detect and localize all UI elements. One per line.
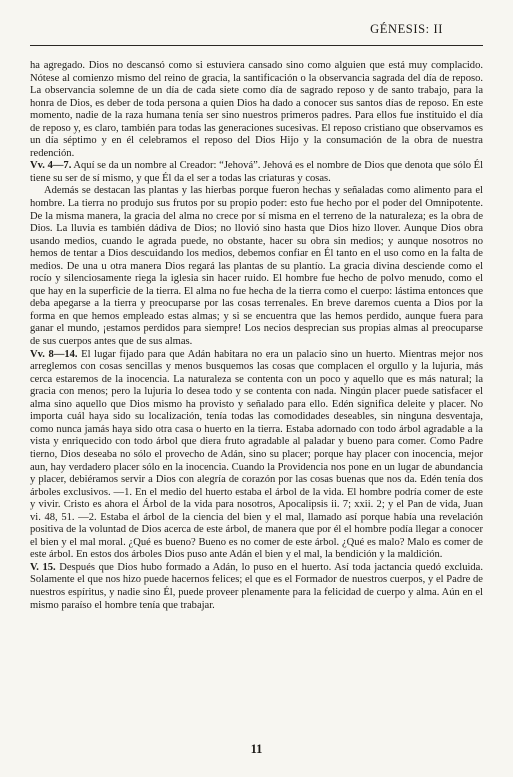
verse-heading: V. 15. xyxy=(30,561,56,573)
page-number: 11 xyxy=(250,742,263,756)
body-text xyxy=(30,60,483,612)
verse-heading: Vv. 4—7. xyxy=(30,160,72,172)
paragraph-1: ha agregado. Dios no descansó como si estuviera cansado sino como alguien que está muy complacido. Nótese al comienzo mismo del reino de gracia, la santificación o la observancia sagrada del día de reposo. La observancia solemne de un día de cada siete como día de sagrado reposo y de santo trabajo, para la honra de Dios, es deber de toda persona a quien Dios ha dado a conocer sus santos días de reposo. En este momento, nadie de la raza humana tenía ser sino nuestros primeros padres. Para ellos fue instituido el día de reposo y, es claro, también para todas las generaciones sucesivas. El reposo cristiano que observamos es un día séptimo y en él celebramos el reposo del Dios Hijo y la consumación de la obra de nuestra redención. xyxy=(30,60,483,159)
header-rule xyxy=(30,45,483,46)
paragraph-3: Además se destacan las plantas y las hierbas porque fueron hechas y señaladas como alimento para el hombre. La tierra no produjo sus frutos por su propio poder: esto fue hecho por el poder del Omnipotente. De la misma manera, la gracia del alma no crece por sí misma en el terreno de la naturaleza; es la obra de Dios. La lluvia es también dádiva de Dios; no llovió sino hasta que Dios hizo llover. Aunque Dios obra usando medios, cuando le agrada puede, no obstante, hacer su obra sin medios; y aunque nosotros no hemos de tentar a Dios descuidando los medios, debemos confiar en Él tanto en el uso como en la falta de medios. De una u otra manera Dios regará las plantas de su plantío. La gracia divina desciende como el rocío y silenciosamente riega la iglesia sin hacer ruido. El hombre fue hecho de polvo menudo, como el que hay en la superficie de la tierra. El alma no fue hecha de la tierra como el cuerpo: lástima entonces que deba apegarse a la tierra y preocuparse por las cosas terrenales. En breve daremos cuenta a Dios por la forma en que hemos empleado estas almas; y si se encuentra que las hemos perdido, aunque fuera para ganar el mundo, ¡estamos perdidos para siempre! Los necios desprecian sus propias almas al preocuparse de sus cuerpos antes que de sus almas. xyxy=(30,185,483,348)
paragraph-2: Vv. 4—7. Aquí se da un nombre al Creador: “Jehová”. Jehová es el nombre de Dios que denota que sólo Él tiene su ser de sí mismo, y que Él da el ser a todas las criaturas y cosas. xyxy=(30,160,484,184)
running-header: GÉNESIS: II xyxy=(370,22,443,36)
paragraph-5: V. 15. Después que Dios hubo formado a Adán, lo puso en el huerto. Así toda jactancia quedó excluida. Solamente el que nos hizo puede hacernos felices; el que es el Formador de nuestros cuerpos, y el Padre de nuestros espíritus, y nadie sino Él, puede proveer plenamente para la felicidad de cuerpo y alma. Aún en el mismo paraíso el hombre tenía que trabajar. xyxy=(30,561,483,611)
verse-heading: Vv. 8—14. xyxy=(30,348,78,360)
paragraph-4: Vv. 8—14. El lugar fijado para que Adán habitara no era un palacio sino un huerto. Mientras mejor nos arreglemos con cosas sencillas y menos busquemos las cosas que complacen el orgullo y la lujuria, más cerca estaremos de la inocencia. La naturaleza se contenta con un poco y aquello que es más natural; la gracia con menos; pero la lujuria lo desea todo y se contenta con nada. Ningún placer puede satisfacer el alma sino aquello que Dios mismo ha provisto y señalado para ello. Edén significa deleite y placer. No importa cuál haya sido su localización, tenía todas las comodidades deseables, sin ninguna desventaja, como nunca jamás haya sido otra casa o huerto en la tierra. Estaba adornado con todo árbol agradable a la vista y enriquecido con todo árbol que diera fruto agradable al paladar y bueno para comer. Como Padre tierno, Dios deseaba no sólo el provecho de Adán, sino su placer; porque hay placer con inocencia, mejor aun, hay verdadero placer sólo en la inocencia. Cuando la Providencia nos pone en un lugar de abundancia y placer, debiéramos servir a Dios con alegría de corazón por las cosas buenas que nos da. Edén tenía dos árboles exclusivos. —1. En el medio del huerto estaba el árbol de la vida. El hombre podría comer de este y vivir. Cristo es ahora el Árbol de la vida para nosotros, Apocalipsis ii. 7; xxii. 2; y el Pan de vida, Juan vi. 48, 51. —2. Estaba el árbol de la ciencia del bien y el mal, llamado así porque había una revelación positiva de la voluntad de Dios acerca de este árbol, de manera que por él el hombre podía llegar a conocer el bien y el mal moral. ¿Qué es bueno? Bueno es no comer de este árbol. ¿Qué es malo? Malo es comer de este árbol. En estos dos árboles Dios puso ante Adán el bien y el mal, la bendición y la maldición. xyxy=(30,348,483,561)
